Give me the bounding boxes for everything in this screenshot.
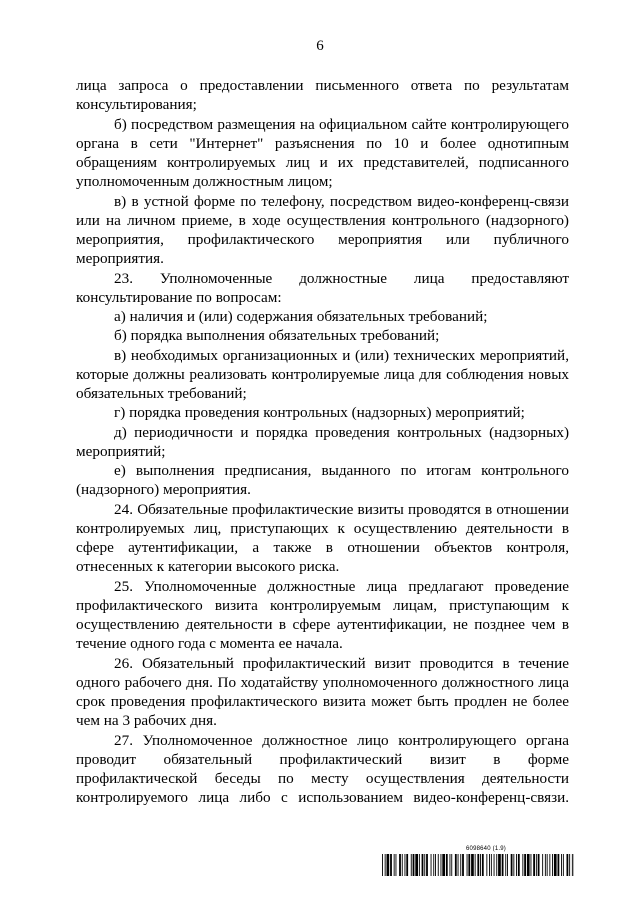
- page-number: 6: [316, 38, 324, 54]
- paragraph-23-d: д) периодичности и порядка проведения контрольных (надзорных) мероприятий;: [76, 423, 569, 460]
- paragraph-23-e: е) выполнения предписания, выданного по итогам контрольного (надзорного) мероприятия.: [76, 462, 569, 499]
- paragraph-22-b: б) посредством размещения на официальном сайте контролирующего органа в сети "Интернет" разъяснения по 10 и более однотипным обращениям контролируемых лиц и их представителей, подписанного уполномоченным должностным лицом;: [76, 115, 569, 191]
- paragraph-23-b: б) порядка выполнения обязательных требований;: [114, 327, 440, 345]
- paragraph-continuation: лица запроса о предоставлении письменного ответа по результатам консультирования;: [76, 77, 569, 114]
- paragraph-23-a: а) наличия и (или) содержания обязательных требований;: [114, 308, 488, 325]
- paragraph-22-v: в) в устной форме по телефону, посредством видео-конференц-связи или на личном приеме, в ходе осуществления контрольного (надзорного) мероприятия, профилактического мероприятия или публичного мероприятия.: [76, 192, 569, 268]
- paragraph-26: 26. Обязательный профилактический визит проводится в течение одного рабочего дня. По ходатайству уполномоченного должностного лица срок проведения профилактического визита может быть продлен не более чем на 3 рабочих дня.: [76, 654, 569, 730]
- paragraph-23: 23. Уполномоченные должностные лица предоставляют консультирование по вопросам:: [76, 269, 569, 306]
- paragraph-25: 25. Уполномоченные должностные лица предлагают проведение профилактического визита контролируемым лицам, приступающим к осуществлению деятельности в сфере аутентификации, не позднее чем в течение одного года с момента ее начала.: [76, 577, 569, 653]
- document-code: 6098640 (1.9): [466, 846, 506, 852]
- paragraph-24: 24. Обязательные профилактические визиты проводятся в отношении контролируемых лиц, приступающих к осуществлению деятельности в сфере аутентификации, а также в отношении объектов контроля, отнесенных к категории высокого риска.: [76, 500, 569, 576]
- document-body: [76, 76, 569, 808]
- barcode-icon: [382, 854, 574, 876]
- paragraph-27: 27. Уполномоченное должностное лицо контролирующего органа проводит обязательный профилактический визит в форме профилактической беседы по месту осуществления деятельности контролируемого лица либо с использованием видео-конференц-связи.: [76, 731, 569, 807]
- paragraph-23-v: в) необходимых организационных и (или) технических мероприятий, которые должны реализовать контролируемые лица для соблюдения новых обязательных требований;: [76, 346, 569, 402]
- paragraph-23-g: г) порядка проведения контрольных (надзорных) мероприятий;: [114, 404, 525, 422]
